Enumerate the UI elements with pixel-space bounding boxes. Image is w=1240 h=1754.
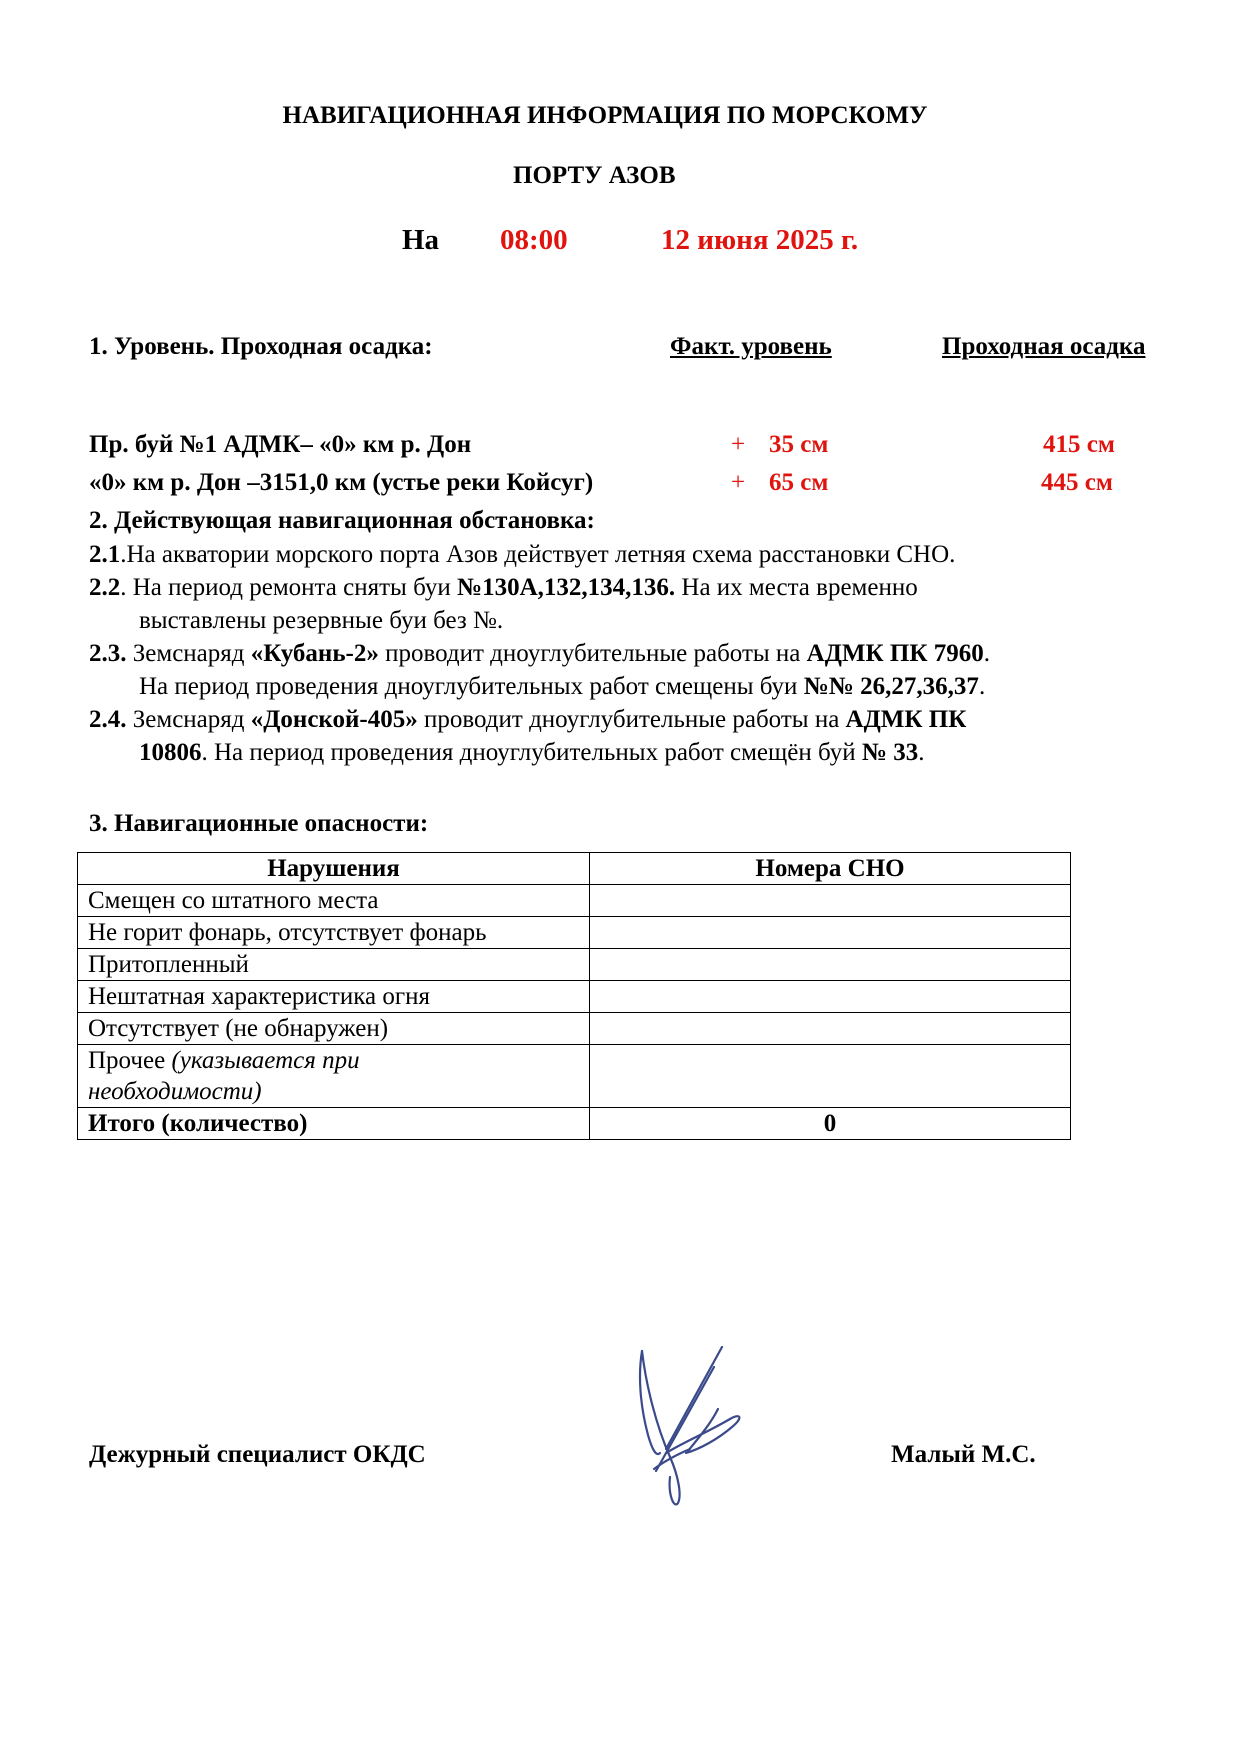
total-value: 0 (590, 1108, 1071, 1140)
column-header-numbers: Номера СНО (590, 853, 1071, 885)
paragraph-number: 2.2 (89, 574, 121, 601)
location: АДМК ПК (845, 706, 967, 733)
paragraph-number: 2.3. (89, 640, 127, 667)
paragraph-text: Земснаряд (126, 706, 251, 733)
violation-value (590, 885, 1071, 917)
level-row-1-sign: + (731, 431, 746, 458)
table-row (78, 917, 1071, 949)
report-time: 08:00 (500, 224, 568, 256)
level-row-1-label: Пр. буй №1 АДМК– «0» км р. Дон (89, 431, 472, 458)
paragraph-2-4-line2 (139, 739, 925, 767)
location: 10806 (139, 739, 202, 766)
paragraph-text: . (918, 739, 925, 766)
paragraph-text: . На период ремонта сняты буи (120, 574, 457, 601)
level-row-2-sign: + (731, 469, 746, 496)
table-row-other (78, 1045, 1071, 1108)
paragraph-text: . На период проведения дноуглубительных работ смещён буй (201, 739, 862, 766)
violation-label-other (78, 1045, 590, 1108)
other-label: Прочее (88, 1047, 172, 1074)
paragraph-text: На период проведения дноуглубительных работ смещены буи (139, 673, 804, 700)
violation-label: Смещен со штатного места (78, 885, 590, 917)
paragraph-text: проводит дноуглубительные работы на (417, 706, 846, 733)
level-row-1-draft: 415 см (1043, 431, 1115, 458)
paragraph-text: Земснаряд (126, 640, 251, 667)
table-row-total (78, 1108, 1071, 1140)
dredger-name: «Донской-405» (250, 706, 418, 733)
table-row (78, 949, 1071, 981)
paragraph-text: . (978, 673, 986, 700)
paragraph-text: .На акватории морского порта Азов действует летняя схема расстановки СНО. (120, 541, 956, 568)
paragraph-2-1 (89, 541, 955, 569)
paragraph-2-2-line2: выставлены резервные буи без №. (139, 607, 504, 634)
report-date: 12 июня 2025 г. (661, 224, 859, 256)
violation-value (590, 1013, 1071, 1045)
section2-heading: 2. Действующая навигационная обстановка: (89, 507, 595, 534)
violation-label: Нештатная характеристика огня (78, 981, 590, 1013)
buoy-numbers: №№ 26,27,36,37 (803, 673, 979, 700)
paragraph-text: . (983, 640, 990, 667)
doc-title-line2: ПОРТУ АЗОВ (513, 162, 676, 189)
level-row-2-level: 65 см (769, 469, 829, 496)
on-label: На (402, 224, 440, 256)
violation-value (590, 1045, 1071, 1108)
paragraph-2-3 (89, 640, 990, 668)
buoy-numbers: №130А,132,134,136. (456, 574, 676, 601)
handwritten-signature (626, 1345, 756, 1515)
level-row-1-level: 35 см (769, 431, 829, 458)
col-fact-level: Факт. уровень (670, 333, 832, 360)
other-note-2: необходимости) (88, 1078, 262, 1105)
paragraph-2-2 (89, 574, 918, 602)
paragraph-text: проводит дноуглубительные работы на (378, 640, 807, 667)
violation-value (590, 917, 1071, 949)
col-draft: Проходная осадка (942, 333, 1146, 360)
violation-label: Притопленный (78, 949, 590, 981)
violation-label: Не горит фонарь, отсутствует фонарь (78, 917, 590, 949)
section3-heading: 3. Навигационные опасности: (89, 810, 429, 837)
table-row (78, 885, 1071, 917)
table-row (78, 981, 1071, 1013)
buoy-numbers: № 33 (861, 739, 919, 766)
table-header-row (78, 853, 1071, 885)
section1-heading: 1. Уровень. Проходная осадка: (89, 333, 433, 360)
signatory-position: Дежурный специалист ОКДС (89, 1441, 426, 1468)
table-row (78, 1013, 1071, 1045)
signatory-name: Малый М.С. (891, 1441, 1036, 1468)
paragraph-2-3-line2 (139, 673, 985, 701)
paragraph-2-4 (89, 706, 966, 734)
paragraph-number: 2.4. (89, 706, 127, 733)
hazards-table (77, 852, 1071, 1140)
dredger-name: «Кубань-2» (250, 640, 379, 667)
level-row-2-label: «0» км р. Дон –3151,0 км (устье реки Койсуг) (89, 469, 594, 496)
level-row-2-draft: 445 см (1041, 469, 1113, 496)
paragraph-number: 2.1 (89, 541, 121, 568)
violation-value (590, 949, 1071, 981)
total-label: Итого (количество) (78, 1108, 590, 1140)
location: АДМК ПК 7960 (806, 640, 984, 667)
doc-title-line1: НАВИГАЦИОННАЯ ИНФОРМАЦИЯ ПО МОРСКОМУ (282, 102, 928, 129)
violation-label: Отсутствует (не обнаружен) (78, 1013, 590, 1045)
column-header-violations: Нарушения (78, 853, 590, 885)
other-note: (указывается при (171, 1047, 360, 1074)
paragraph-text: На их места временно (675, 574, 918, 601)
violation-value (590, 981, 1071, 1013)
